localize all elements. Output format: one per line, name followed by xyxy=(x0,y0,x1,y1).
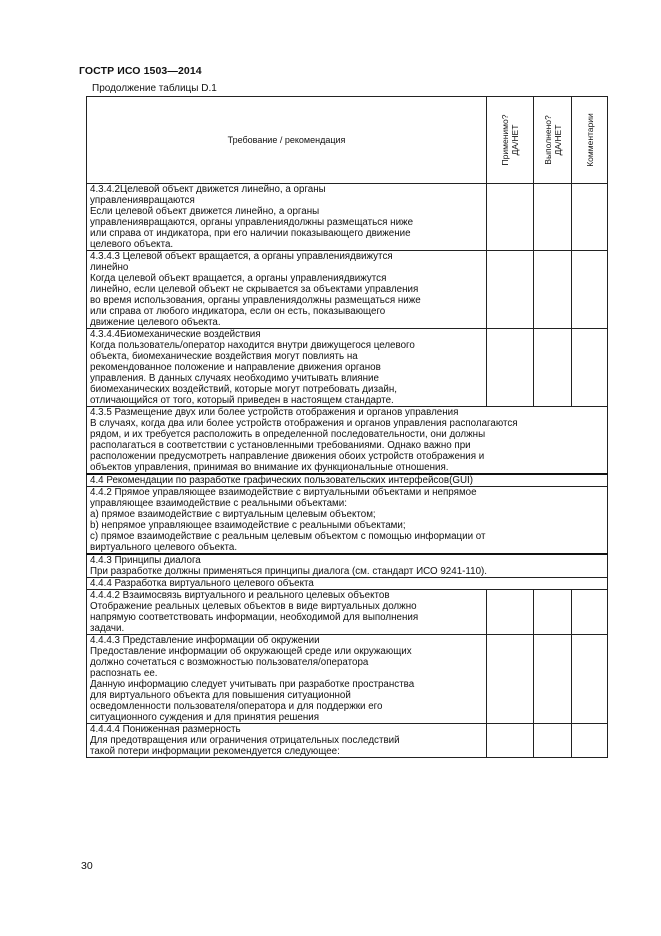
requirement-4-3-4-3: 4.3.4.3 Целевой объект вращается, а органы управлениядвижутся линейно Когда целевой объект вращается, а органы управлениядвижутся линейно, если целевой объект не скрывается за объектами управления во время использования, органы управлениядолжны размещаться ниже или справа от любого индикатора, если он есть, показывающего движение целевого объекта. xyxy=(87,251,487,329)
applicable-cell[interactable] xyxy=(487,724,534,758)
comments-cell[interactable] xyxy=(572,184,608,251)
done-cell[interactable] xyxy=(534,635,572,724)
done-cell[interactable] xyxy=(534,251,572,329)
requirement-4-3-4-2: 4.3.4.2Целевой объект движется линейно, а органы управлениявращаются Если целевой объект движется линейно, а органы управлениявращаются, органы управлениядолжны размещаться ниже или справа от индикатора, при его наличии показывающего движение целевого объекта. xyxy=(87,184,487,251)
column-header-requirement: Требование / рекомендация xyxy=(87,97,487,184)
section-4-4-4-heading: 4.4.4 Разработка виртуального целевого объекта xyxy=(87,578,608,590)
table-row xyxy=(87,578,608,590)
column-header-applicable-line1: Применимо? xyxy=(500,114,510,166)
table-row xyxy=(87,554,608,578)
table-row xyxy=(87,724,608,758)
comments-cell[interactable] xyxy=(572,590,608,635)
requirement-4-3-5: 4.3.5 Размещение двух или более устройств отображения и органов управления В случаях, когда два или более устройств отображения и органов управления располагаются рядом, и их требуется расположить в определенной последовательности, они должны располагаться в соответствии с установленными требованиями. Однако важно при расположении предусмотреть направление движения обоих устройств отображения и объектов управления, принимая во внимание их функциональные отношения. xyxy=(87,407,608,475)
applicable-cell[interactable] xyxy=(487,329,534,407)
applicable-cell[interactable] xyxy=(487,251,534,329)
requirement-4-4-4-3: 4.4.4.3 Представление информации об окружении Предоставление информации об окружающей среде или окружающих должно сочетаться с возможностью пользователя/оператора распознать ее. Данную информацию следует учитывать при разработке пространства для виртуального объекта для повышения ситуационной осведомленности пользователя/оператора и для поддержки его ситуационного суждения и для принятия решения xyxy=(87,635,487,724)
table-row xyxy=(87,184,608,251)
comments-cell[interactable] xyxy=(572,635,608,724)
section-4-4-heading: 4.4 Рекомендации по разработке графических пользовательских интерфейсов(GUI) xyxy=(87,474,608,487)
column-header-comments xyxy=(572,97,608,184)
done-cell[interactable] xyxy=(534,329,572,407)
done-cell[interactable] xyxy=(534,590,572,635)
requirement-4-3-4-4: 4.3.4.4Биомеханические воздействия Когда пользователь/оператор находится внутри движущегося целевого объекта, биомеханические воздействия могут повлиять на рекомендованное положение и направление движения органов управления. В данных случаях необходимо учитывать влияние биомеханических воздействий, которые могут потребовать дизайн, отличающийся от того, который приведен в настоящем стандарте. xyxy=(87,329,487,407)
requirement-4-4-2: 4.4.2 Прямое управляющее взаимодействие с виртуальными объектами и непрямое управляющее взаимодействие с реальными объектами: а) прямое взаимодействие с виртуальным целевым объектом; b) непрямое управляющее взаимодействие с реальными объектами; с) прямое взаимодействие с реальным целевым объектом с помощью информации от виртуального целевого объекта. xyxy=(87,487,608,555)
column-header-applicable-line2: ДА/НЕТ xyxy=(510,124,520,156)
column-header-comments-text: Комментарии xyxy=(584,113,595,167)
requirement-4-4-4-2: 4.4.4.2 Взаимосвязь виртуального и реального целевых объектов Отображение реальных целевых объектов в виде виртуальных должно напрямую соответствовать информации, необходимой для выполнения задачи. xyxy=(87,590,487,635)
requirement-4-4-4-4: 4.4.4.4 Пониженная размерность Для предотвращения или ограничения отрицательных последствий такой потери информации рекомендуется следующее: xyxy=(87,724,487,758)
table-row xyxy=(87,635,608,724)
comments-cell[interactable] xyxy=(572,251,608,329)
table-row xyxy=(87,407,608,475)
table-row xyxy=(87,474,608,487)
table-row xyxy=(87,590,608,635)
column-header-done-line2: ДА/НЕТ xyxy=(552,124,563,156)
comments-cell[interactable] xyxy=(572,724,608,758)
done-cell[interactable] xyxy=(534,184,572,251)
requirement-4-4-3: 4.4.3 Принципы диалога При разработке должны применяться принципы диалога (см. стандарт ИСО 9241-110). xyxy=(87,554,608,578)
column-header-done xyxy=(534,97,572,184)
applicable-cell[interactable] xyxy=(487,184,534,251)
table-caption: Продолжение таблицы D.1 xyxy=(92,83,217,94)
page-number: 30 xyxy=(81,860,93,872)
applicable-cell[interactable] xyxy=(487,635,534,724)
done-cell[interactable] xyxy=(534,724,572,758)
table-row xyxy=(87,487,608,555)
applicable-cell[interactable] xyxy=(487,590,534,635)
requirements-table xyxy=(86,96,608,758)
table-row xyxy=(87,251,608,329)
table-header-row xyxy=(87,97,608,184)
table-row xyxy=(87,329,608,407)
document-header: ГОСТР ИСО 1503—2014 xyxy=(79,65,202,77)
column-header-done-line1: Выполнено? xyxy=(542,115,553,165)
column-header-applicable xyxy=(487,97,534,184)
comments-cell[interactable] xyxy=(572,329,608,407)
